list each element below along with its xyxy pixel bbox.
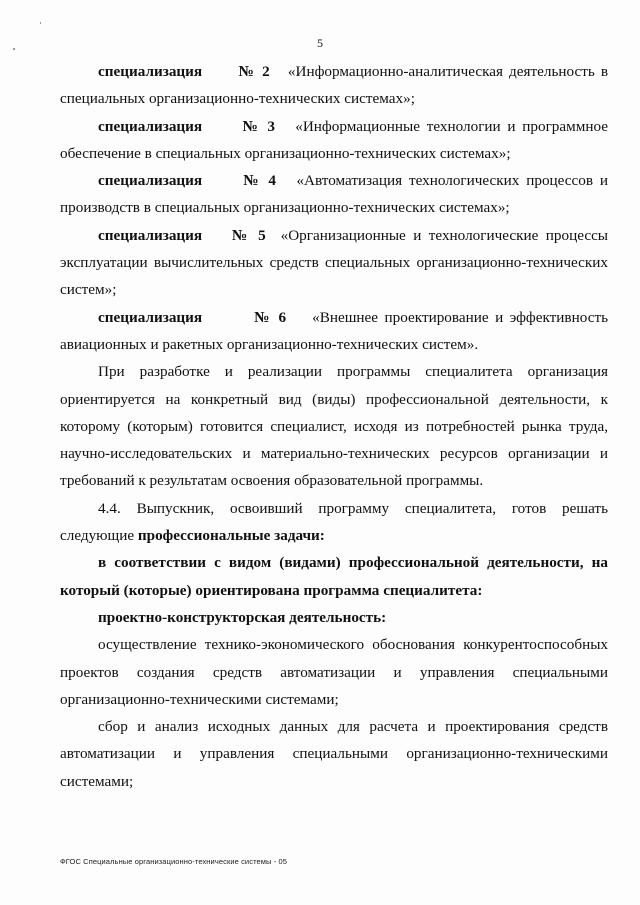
task-item: осуществление технико-экономического обоснования конкурентоспособных проектов создания средств автоматизации и управления специальными организационно-техническими системами; — [60, 636, 608, 708]
specialization-item — [60, 113, 608, 168]
specialization-text: «Автоматизация технологических процессов и производств в специальных организационно-технических системах»; — [60, 172, 609, 217]
specialization-item — [60, 58, 608, 113]
page-footer: ФГОС Специальные организационно-технические системы - 05 — [60, 857, 288, 866]
specialization-text: «Информационные технологии и программное обеспечение в специальных организационно-технических системах»; — [60, 117, 609, 162]
specialization-item — [60, 167, 608, 222]
specialization-label: специализация — [98, 308, 203, 326]
professional-tasks-label: профессиональные задачи: — [137, 527, 325, 545]
specialization-number: № 5 — [231, 226, 266, 244]
page-number: 5 — [317, 36, 323, 50]
specialization-label: специализация — [98, 226, 203, 244]
specialization-number: № 2 — [238, 63, 270, 80]
specialization-number: № 6 — [254, 308, 287, 326]
specialization-text: «Информационно-аналитическая деятельность в специальных организационно-технических системах»; — [60, 63, 609, 108]
specialization-number: № 3 — [242, 117, 276, 135]
specialization-item — [60, 222, 608, 304]
document-body — [60, 58, 608, 795]
scan-speck — [40, 22, 41, 24]
specialization-label: специализация — [98, 63, 203, 80]
activity-orientation-paragraph: в соответствии с видом (видами) профессиональной деятельности, на который (которые) ориентирована программа специалитета: — [60, 554, 608, 599]
activity-type-heading: проектно-конструкторская деятельность: — [98, 608, 387, 626]
specialization-label: специализация — [98, 117, 203, 135]
specialization-item — [60, 304, 608, 359]
specialization-text: «Внешнее проектирование и эффективность авиационных и ракетных организационно-технических систем». — [60, 308, 609, 353]
orientation-paragraph: При разработке и реализации программы специалитета организация ориентируется на конкретный вид (виды) профессиональной деятельности, к которому (которым) готовится специалист, исходя из потребностей рынка труда, научно-исследовательских и материально-технических ресурсов организации и требований к результатам освоения образовательной программы. — [60, 363, 608, 490]
section-4-4-paragraph — [60, 495, 608, 550]
specialization-number: № 4 — [243, 172, 276, 190]
task-item: сбор и анализ исходных данных для расчета и проектирования средств автоматизации и управления специальными организационно-техническими системами; — [60, 718, 608, 790]
section-4-4-intro: 4.4. Выпускник, освоивший программу специалитета, готов решать следующие — [60, 499, 608, 545]
specialization-text: «Организационные и технологические процессы эксплуатации вычислительных средств специальных организационно-технических систем»; — [60, 226, 609, 299]
specialization-label: специализация — [98, 172, 203, 190]
